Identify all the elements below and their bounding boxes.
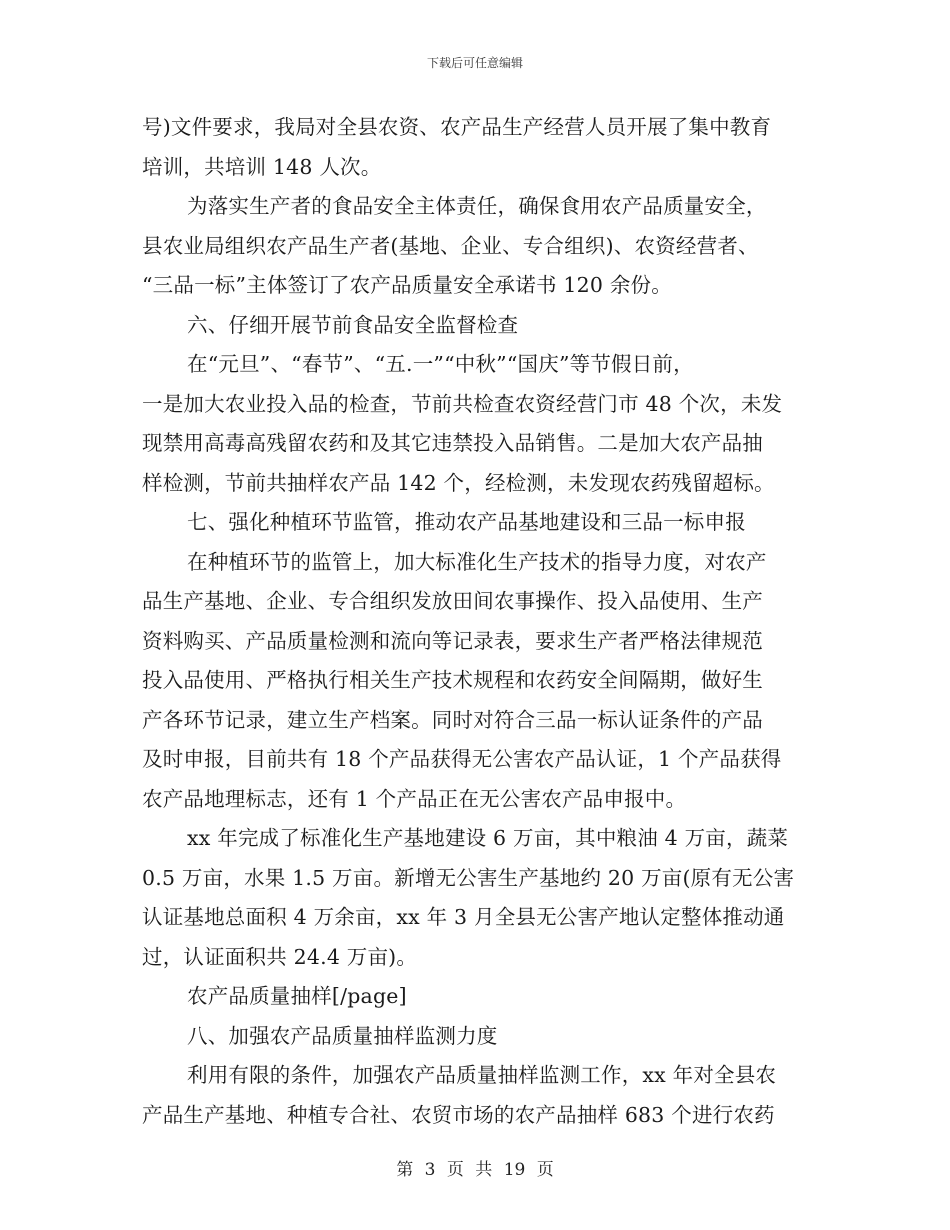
page-header: 下载后可任意编辑: [426, 56, 523, 70]
page-footer: 第 3 页 共 19 页: [396, 1160, 554, 1180]
text-line: 样检测，节前共抽样农产品 142 个，经检测，未发现农药残留超标。: [142, 470, 775, 495]
text-line: “三品一标”主体签订了农产品质量安全承诺书 120 余份。: [142, 273, 672, 297]
text-line: 一是加大农业投入品的检查，节前共检查农资经营门市 48 个次，未发: [142, 391, 783, 416]
text-line: 在种植环节的监管上，加大标准化生产技术的指导力度，对农产: [187, 549, 767, 574]
text-line: 现禁用高毒高残留农药和及其它违禁投入品销售。二是加大农产品抽: [142, 431, 763, 455]
text-line: 投入品使用、严格执行相关生产技术规程和农药安全间隔期，做好生: [142, 668, 763, 692]
text-line: 认证基地总面积 4 万余亩，xx 年 3 月全县无公害产地认定整体推动通: [142, 905, 785, 929]
text-line: 产品生产基地、种植专合社、农贸市场的农产品抽样 683 个进行农药: [142, 1102, 775, 1127]
text-line: 利用有限的条件，加强农产品质量抽样监测工作，xx 年对全县农: [187, 1063, 777, 1087]
section-heading: 七、强化种植环节监管，推动农产品基地建设和三品一标申报: [187, 510, 746, 534]
section-heading: 八、加强农产品质量抽样监测力度: [187, 1023, 498, 1048]
text-line: 为落实生产者的食品安全主体责任，确保食用农产品质量安全，: [187, 194, 767, 218]
text-line: 农产品质量抽样[/page]: [187, 984, 407, 1008]
text-line: 资料购买、产品质量检测和流向等记录表，要求生产者严格法律规范: [142, 628, 763, 653]
text-line: 品生产基地、企业、专合组织发放田间农事操作、投入品使用、生产: [142, 589, 763, 613]
document-body: [142, 108, 832, 1135]
text-line: xx 年完成了标准化生产基地建设 6 万亩，其中粮油 4 万亩，蔬菜: [187, 826, 789, 850]
text-line: 县农业局组织农产品生产者(基地、企业、专合组织)、农资经营者、: [142, 233, 759, 258]
text-line: 过，认证面积共 24.4 万亩)。: [142, 944, 418, 969]
section-heading: 六、仔细开展节前食品安全监督检查: [187, 312, 519, 337]
text-line: 在“元旦”、“春节”、“五.一”“中秋”“国庆”等节假日前，: [187, 352, 694, 376]
text-line: 产各环节记录，建立生产档案。同时对符合三品一标认证条件的产品: [142, 707, 763, 732]
text-line: 号)文件要求，我局对全县农资、农产品生产经营人员开展了集中教育: [142, 115, 772, 139]
text-line: 培训，共培训 148 人次。: [142, 154, 382, 179]
text-line: 及时申报，目前共有 18 个产品获得无公害农产品认证，1 个产品获得: [142, 747, 782, 771]
text-line: 农产品地理标志，还有 1 个产品正在无公害农产品申报中。: [142, 786, 687, 811]
text-line: 0.5 万亩，水果 1.5 万亩。新增无公害生产基地约 20 万亩(原有无公害: [142, 865, 795, 890]
